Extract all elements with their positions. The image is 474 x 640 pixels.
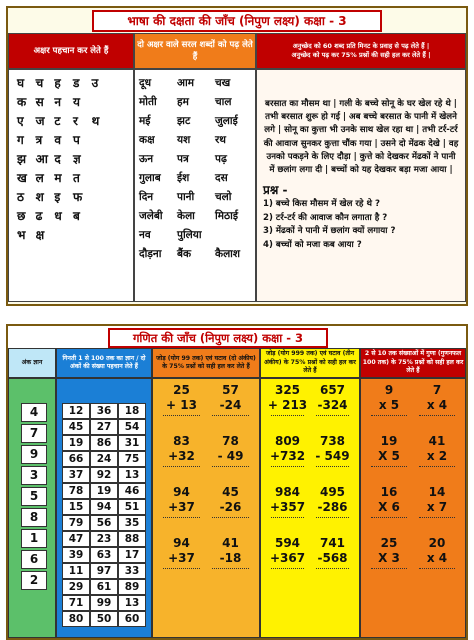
problem-operation: -24 xyxy=(219,398,242,412)
letter-cell: छ xyxy=(17,209,26,223)
number-cell: 24 xyxy=(90,451,118,467)
multiply-problems xyxy=(365,383,461,587)
problem-operation: - 49 xyxy=(217,449,244,463)
number-grid xyxy=(62,403,146,627)
digit-panel xyxy=(8,378,56,638)
answer-line xyxy=(163,568,200,578)
letter-cell: आ xyxy=(35,152,48,166)
digit-box: 5 xyxy=(21,487,47,506)
digit-box: 8 xyxy=(21,508,47,527)
problem-row xyxy=(157,536,255,587)
word-cell: चलो xyxy=(215,191,232,203)
word-cell: हम xyxy=(177,96,189,108)
answer-line xyxy=(163,466,200,476)
letter-cell: ख xyxy=(17,171,27,185)
digit-header: अंक ज्ञान xyxy=(8,348,56,378)
letter-cell xyxy=(54,226,73,245)
digit-box: 1 xyxy=(21,529,47,548)
word-cell: आम xyxy=(177,77,195,89)
problem xyxy=(265,536,310,587)
problem xyxy=(206,434,255,485)
letter-cell: ढ xyxy=(35,209,43,223)
problem-operation: -568 xyxy=(317,551,348,565)
problem-operation: +37 xyxy=(168,500,195,514)
word-cell: ऊन xyxy=(139,153,154,165)
problem-operation: +37 xyxy=(168,551,195,565)
letter-cell: ह xyxy=(54,76,61,90)
problem xyxy=(157,536,206,587)
problem xyxy=(206,536,255,587)
problem-row xyxy=(365,383,461,434)
number-cell: 33 xyxy=(118,563,146,579)
problem xyxy=(157,434,206,485)
letter-cell: स xyxy=(35,95,44,109)
answer-line xyxy=(271,466,304,476)
problem xyxy=(413,383,461,434)
problem-top-number: 7 xyxy=(432,383,442,397)
problem-top-number: 741 xyxy=(319,536,346,550)
problem-row xyxy=(265,536,355,587)
number-cell: 94 xyxy=(90,499,118,515)
problem-top-number: 657 xyxy=(319,383,346,397)
answer-line xyxy=(419,568,455,578)
number-cell: 18 xyxy=(118,403,146,419)
letter-cell: द xyxy=(54,152,61,166)
letter-cell: न xyxy=(54,95,61,109)
number-cell: 11 xyxy=(62,563,90,579)
answer-line xyxy=(371,466,407,476)
letter-cell xyxy=(110,112,129,131)
letter-cell: ब xyxy=(72,209,80,223)
problem-operation: + 213 xyxy=(267,398,308,412)
problem-top-number: 809 xyxy=(274,434,301,448)
letter-cell xyxy=(110,131,129,150)
letter-cell: ल xyxy=(35,171,44,185)
counting-panel xyxy=(56,378,152,638)
math-title: गणित की जाँच (निपुण लक्ष्य) कक्षा - 3 xyxy=(108,328,328,348)
answer-line xyxy=(419,517,455,527)
letter-cell: ज्ञ xyxy=(72,152,81,166)
problem-top-number: 57 xyxy=(222,383,239,397)
number-cell: 50 xyxy=(90,611,118,627)
letter-cell xyxy=(92,226,111,245)
letters-header: अक्षर पहचान कर लेते हैं xyxy=(8,33,134,69)
word-cell: दस xyxy=(215,172,228,184)
questions-list xyxy=(263,198,459,252)
number-cell: 86 xyxy=(90,435,118,451)
number-cell: 36 xyxy=(90,403,118,419)
problem-top-number: 94 xyxy=(173,485,190,499)
letter-cell: इ xyxy=(54,190,61,204)
problem-operation: x 5 xyxy=(378,398,400,412)
digit-list xyxy=(21,403,55,590)
three-digit-problems xyxy=(265,383,355,587)
word-cell: चाल xyxy=(215,96,232,108)
question-item: 3) मेंढकों ने पानी में छलांग क्यों लगाया ? xyxy=(263,226,396,237)
word-cell: ईश xyxy=(177,172,190,184)
digit-box: 4 xyxy=(21,403,47,422)
question-item: 1) बच्चे किस मौसम में खेल रहे थे ? xyxy=(263,199,380,210)
problem-operation: +732 xyxy=(269,449,306,463)
problem-top-number: 25 xyxy=(380,536,398,550)
question-item: 4) बच्चों को मजा कब आया ? xyxy=(263,239,362,250)
number-cell: 78 xyxy=(62,483,90,499)
problem-operation: +357 xyxy=(269,500,306,514)
words-panel xyxy=(134,69,256,302)
multiply-panel xyxy=(360,378,466,638)
problem xyxy=(310,383,355,434)
letter-cell: त्र xyxy=(35,133,43,147)
problem xyxy=(157,383,206,434)
number-cell: 79 xyxy=(62,515,90,531)
letter-cell xyxy=(110,188,129,207)
counting-header: गिनती 1 से 100 तक का ज्ञान / दो अंकों की संख्या पहचान लेते हैं xyxy=(56,348,152,378)
word-cell: गुलाब xyxy=(139,172,161,184)
letter-cell: ट xyxy=(54,114,61,128)
word-cell xyxy=(215,226,253,245)
problem xyxy=(365,536,413,587)
problem-top-number: 325 xyxy=(274,383,301,397)
digit-box: 6 xyxy=(21,550,47,569)
number-cell: 29 xyxy=(62,579,90,595)
number-cell: 56 xyxy=(90,515,118,531)
answer-line xyxy=(212,415,249,425)
problem xyxy=(365,485,413,536)
word-cell: पत्र xyxy=(177,153,189,165)
letter-cell: ग xyxy=(17,133,24,147)
number-cell: 97 xyxy=(90,563,118,579)
problem-row xyxy=(265,434,355,485)
letter-cell xyxy=(110,226,129,245)
digit-box: 7 xyxy=(21,424,47,443)
word-cell: जलेबी xyxy=(139,210,163,222)
letters-panel xyxy=(8,69,134,302)
number-cell: 13 xyxy=(118,595,146,611)
problem-row xyxy=(157,434,255,485)
number-cell: 63 xyxy=(90,547,118,563)
two-digit-problems xyxy=(157,383,255,587)
letter-cell xyxy=(92,169,111,188)
problem-top-number: 45 xyxy=(222,485,239,499)
problem-operation: x 2 xyxy=(426,449,448,463)
problem-operation: X 5 xyxy=(378,449,400,463)
words-grid xyxy=(139,74,253,264)
word-cell: मई xyxy=(139,115,151,127)
number-cell: 54 xyxy=(118,419,146,435)
problem-operation: x 4 xyxy=(426,551,448,565)
letter-cell: भ xyxy=(17,228,26,242)
number-cell: 19 xyxy=(90,483,118,499)
problem xyxy=(265,485,310,536)
number-cell: 71 xyxy=(62,595,90,611)
letter-cell xyxy=(92,131,111,150)
number-cell: 45 xyxy=(62,419,90,435)
word-cell: जुलाई xyxy=(215,115,238,127)
letter-cell: घ xyxy=(17,76,25,90)
word-cell: पानी xyxy=(177,191,195,203)
letter-cell xyxy=(110,169,129,188)
letter-cell: क्ष xyxy=(35,228,45,242)
passage-header-line2: अनुच्छेद को पढ़ कर 75% प्रश्नों की सही हल कर लेते हैं | xyxy=(291,51,431,59)
problem-row xyxy=(365,536,461,587)
problem-top-number: 19 xyxy=(380,434,398,448)
questions-title: प्रश्न - xyxy=(263,183,288,198)
number-cell: 75 xyxy=(118,451,146,467)
letter-cell xyxy=(92,188,111,207)
letter-cell xyxy=(110,207,129,226)
problem-top-number: 20 xyxy=(428,536,446,550)
letter-cell xyxy=(110,93,129,112)
number-cell: 19 xyxy=(62,435,90,451)
word-cell: दौड़ना xyxy=(139,248,162,260)
number-cell: 99 xyxy=(90,595,118,611)
number-cell: 88 xyxy=(118,531,146,547)
problem-top-number: 83 xyxy=(173,434,190,448)
number-cell: 23 xyxy=(90,531,118,547)
word-cell: रथ xyxy=(215,134,227,146)
problem-operation: + 13 xyxy=(166,398,197,412)
three-digit-header: जोड़ (योग 999 तक) एवं घटाव (तीन अंकीय) के 75% प्रश्नों को सही हल कर लेते हैं xyxy=(260,348,360,378)
problem-top-number: 9 xyxy=(384,383,394,397)
number-cell: 51 xyxy=(118,499,146,515)
number-cell: 35 xyxy=(118,515,146,531)
number-cell: 17 xyxy=(118,547,146,563)
letter-cell: र xyxy=(72,114,78,128)
problem-row xyxy=(365,434,461,485)
problem-operation: x 4 xyxy=(426,398,448,412)
problem-operation: +32 xyxy=(168,449,195,463)
problem-operation: X 6 xyxy=(378,500,400,514)
letter-cell: ध xyxy=(54,209,62,223)
problem xyxy=(206,485,255,536)
problem-top-number: 94 xyxy=(173,536,190,550)
number-cell: 92 xyxy=(90,467,118,483)
letters-grid xyxy=(17,74,129,245)
letter-cell: ए xyxy=(17,114,24,128)
answer-line xyxy=(271,517,304,527)
letter-cell: थ xyxy=(91,114,100,128)
answer-line xyxy=(212,517,249,527)
problem xyxy=(157,485,206,536)
answer-line xyxy=(371,568,407,578)
number-cell: 15 xyxy=(62,499,90,515)
problem-top-number: 495 xyxy=(319,485,346,499)
letter-cell: प xyxy=(72,133,80,147)
problem-top-number: 41 xyxy=(222,536,239,550)
answer-line xyxy=(419,415,455,425)
word-cell: झट xyxy=(177,115,191,127)
passage-header-line1: अनुच्छेद को 60 शब्द प्रति मिनट के प्रवाह से पढ़ लेते हैं | xyxy=(292,42,430,50)
problem xyxy=(310,485,355,536)
words-header: दो अक्षर वाले सरल शब्दों को पढ़ लेते हैं xyxy=(134,33,256,69)
letter-cell: ठ xyxy=(17,190,24,204)
problem xyxy=(413,536,461,587)
problem-top-number: 78 xyxy=(222,434,239,448)
problem-operation: -26 xyxy=(219,500,242,514)
problem-row xyxy=(157,383,255,434)
problem-top-number: 41 xyxy=(428,434,446,448)
problem xyxy=(310,434,355,485)
answer-line xyxy=(371,415,407,425)
number-cell: 37 xyxy=(62,467,90,483)
number-cell: 46 xyxy=(118,483,146,499)
answer-line xyxy=(271,415,304,425)
number-cell: 60 xyxy=(118,611,146,627)
letter-cell xyxy=(92,150,111,169)
word-cell: चख xyxy=(215,77,231,89)
multiply-header: 2 से 10 तक संख्याओं में गुणा (गुणनफल 100 तक) के 75% प्रश्नों को सही हल कर लेते हैं xyxy=(360,348,466,378)
language-title: भाषा की दक्षता की जाँच (निपुण लक्ष्य) कक्षा - 3 xyxy=(92,10,382,32)
answer-line xyxy=(212,466,249,476)
problem-operation: - 549 xyxy=(315,449,350,463)
question-item: 2) टर्र-टर्र की आवाज कौन लगाता है ? xyxy=(263,212,388,223)
problem-row xyxy=(157,485,255,536)
letter-cell: त xyxy=(72,171,80,185)
problem-top-number: 25 xyxy=(173,383,190,397)
answer-line xyxy=(316,517,349,527)
letter-cell xyxy=(73,226,92,245)
problem-operation: -18 xyxy=(219,551,242,565)
word-cell: यश xyxy=(177,134,191,146)
passage-text: बरसात का मौसम था | गली के बच्चे सोनू के घर खेल रहे थे | तभी बरसात शुरू हो गई | अब बच्चे बरसात के पानी में खेलने लगे | सोनू का कुत्ता भी उनके साथ खेल रहा था | तभी टर्र-टर्र की आवाज सुनकर कुत्ता चौंक गया | उसने दो मेंढक देखे | वह उनको पकड़ने के लिए दौड़ा | कुत्ते को देखकर मेंढकों ने पानी में छलांग लगा दी | बच्चों को यह देखकर बड़ा मजा आया | xyxy=(263,99,459,176)
word-cell: पढ़ xyxy=(215,153,227,165)
letter-cell: य xyxy=(72,95,80,109)
number-cell: 31 xyxy=(118,435,146,451)
letter-cell: फ xyxy=(72,190,83,204)
number-cell: 39 xyxy=(62,547,90,563)
digit-box: 2 xyxy=(21,571,47,590)
answer-line xyxy=(316,415,349,425)
letter-cell: श xyxy=(35,190,44,204)
problem-operation: -286 xyxy=(317,500,348,514)
problem xyxy=(265,383,310,434)
letter-cell: व xyxy=(54,133,62,147)
problem-row xyxy=(265,383,355,434)
letter-cell xyxy=(110,74,129,93)
passage-panel xyxy=(256,69,466,302)
answer-line xyxy=(419,466,455,476)
digit-box: 3 xyxy=(21,466,47,485)
letter-cell: क xyxy=(17,95,27,109)
letter-cell xyxy=(92,93,111,112)
letter-cell: ड xyxy=(72,76,80,90)
problem xyxy=(265,434,310,485)
number-cell: 13 xyxy=(118,467,146,483)
word-cell: कक्ष xyxy=(139,134,155,146)
problem-operation: x 7 xyxy=(426,500,448,514)
two-digit-header: जोड़ (योग 99 तक) एवं घटाव (दो अंकीय) के 75% प्रश्नों को सही हल कर लेते हैं xyxy=(152,348,260,378)
problem xyxy=(365,383,413,434)
number-cell: 12 xyxy=(62,403,90,419)
number-cell: 61 xyxy=(90,579,118,595)
word-cell: नव xyxy=(139,229,151,241)
problem xyxy=(365,434,413,485)
number-cell: 27 xyxy=(90,419,118,435)
answer-line xyxy=(316,568,349,578)
word-cell: केला xyxy=(177,210,195,222)
letter-cell: उ xyxy=(91,76,99,90)
letter-cell: म xyxy=(54,171,62,185)
letter-cell: झ xyxy=(17,152,27,166)
problem-operation: -324 xyxy=(317,398,348,412)
problem xyxy=(413,485,461,536)
word-cell: बैंक xyxy=(177,248,192,260)
answer-line xyxy=(371,517,407,527)
word-cell: पुलिया xyxy=(177,229,202,241)
word-cell: दिन xyxy=(139,191,154,203)
letter-cell: च xyxy=(35,76,44,90)
answer-line xyxy=(316,466,349,476)
problem-operation: +367 xyxy=(269,551,306,565)
problem-top-number: 594 xyxy=(274,536,301,550)
problem xyxy=(310,536,355,587)
word-cell: मोती xyxy=(139,96,157,108)
passage-header xyxy=(256,33,466,69)
two-digit-panel xyxy=(152,378,260,638)
answer-line xyxy=(163,517,200,527)
problem-row xyxy=(265,485,355,536)
number-cell: 80 xyxy=(62,611,90,627)
letter-cell xyxy=(92,207,111,226)
answer-line xyxy=(212,568,249,578)
answer-line xyxy=(163,415,200,425)
problem-operation: X 3 xyxy=(378,551,400,565)
letter-cell xyxy=(110,150,129,169)
answer-line xyxy=(271,568,304,578)
three-digit-panel xyxy=(260,378,360,638)
number-cell: 66 xyxy=(62,451,90,467)
problem-top-number: 16 xyxy=(380,485,398,499)
problem-top-number: 984 xyxy=(274,485,301,499)
word-cell: मिठाई xyxy=(215,210,238,222)
word-cell: कैलाश xyxy=(215,248,241,260)
number-cell: 47 xyxy=(62,531,90,547)
word-cell: दूध xyxy=(139,77,152,89)
digit-box: 9 xyxy=(21,445,47,464)
problem-top-number: 14 xyxy=(428,485,446,499)
problem xyxy=(206,383,255,434)
number-cell: 89 xyxy=(118,579,146,595)
letter-cell: ज xyxy=(35,114,45,128)
problem-row xyxy=(365,485,461,536)
problem-top-number: 738 xyxy=(319,434,346,448)
problem xyxy=(413,434,461,485)
